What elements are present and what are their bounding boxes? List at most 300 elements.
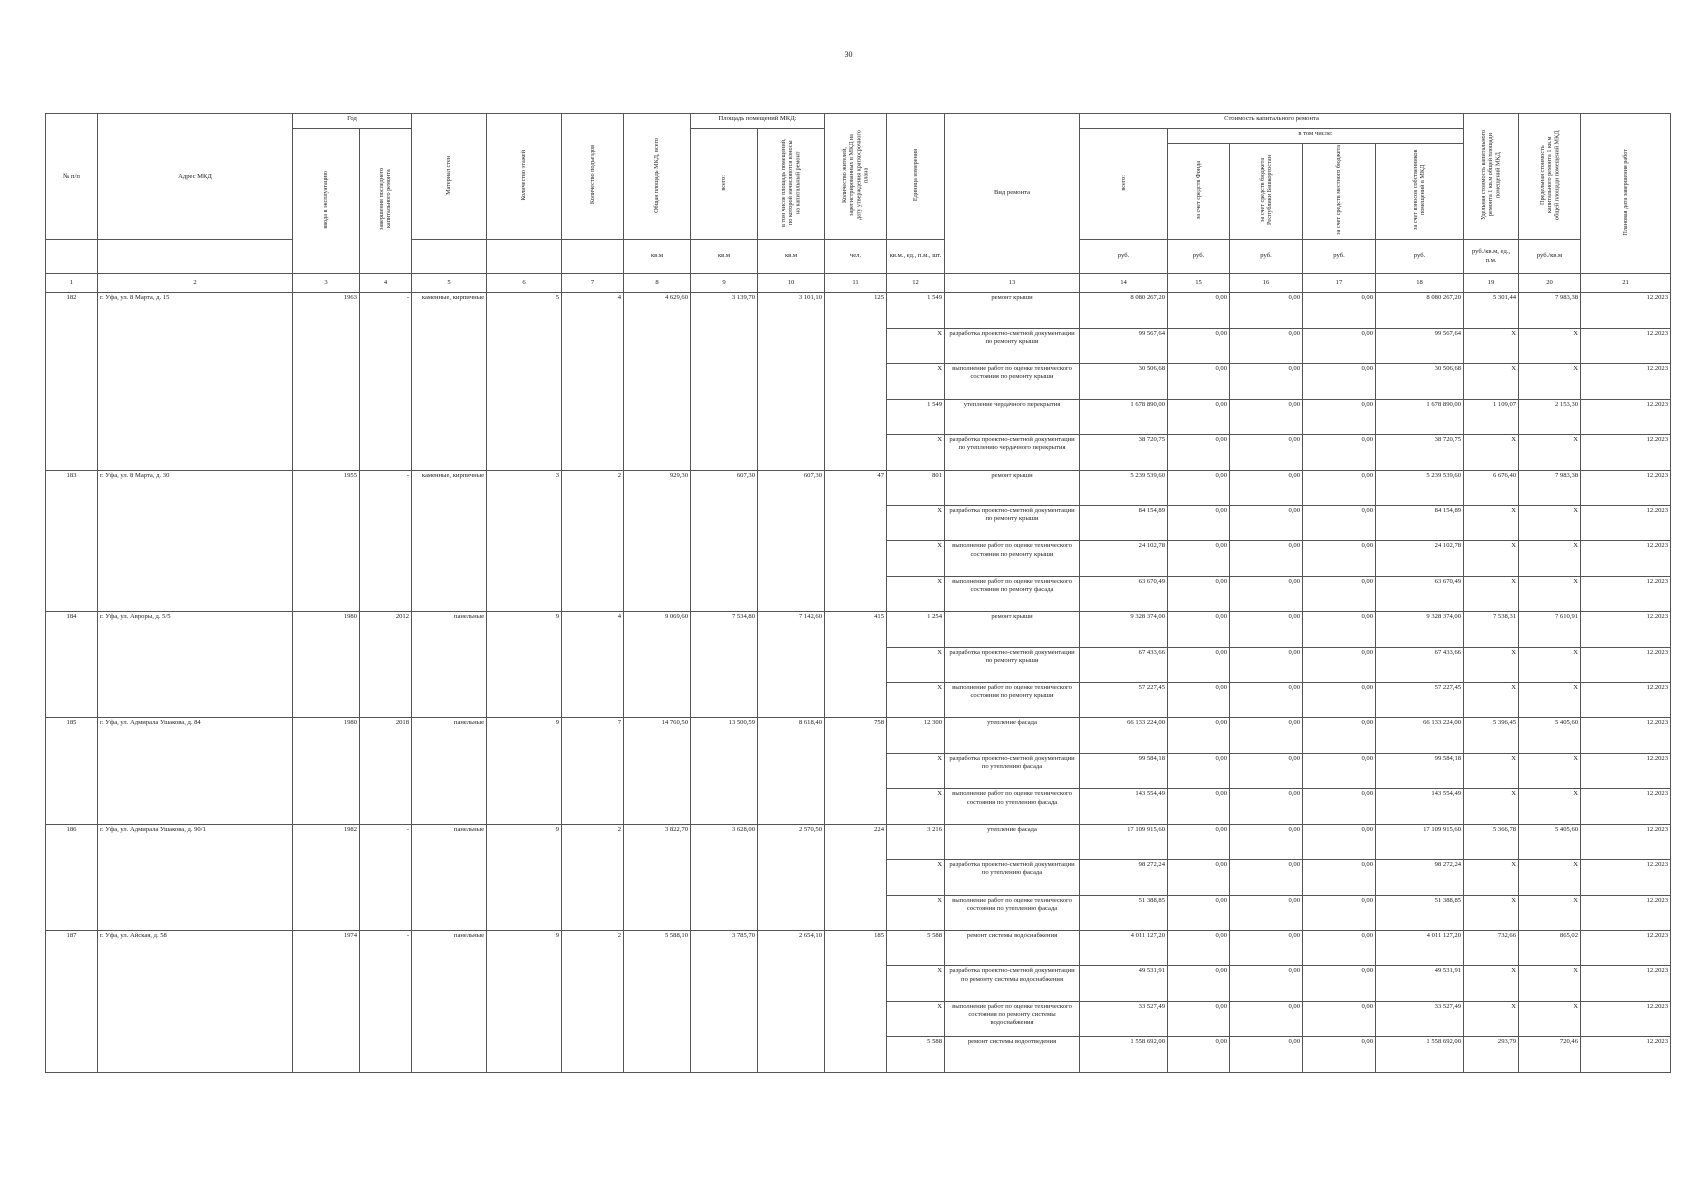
specific-cost: X <box>1464 1001 1519 1036</box>
work-unit: X <box>887 647 945 682</box>
cost-local: 0,00 <box>1303 612 1376 647</box>
cost-fund: 0,00 <box>1168 753 1230 788</box>
max-cost: X <box>1519 541 1581 576</box>
work-unit: 5 588 <box>887 930 945 965</box>
col-number: 5 <box>412 273 487 292</box>
cost-total: 4 011 127,20 <box>1080 930 1168 965</box>
cost-fund: 0,00 <box>1168 683 1230 718</box>
year-last-repair: - <box>360 293 412 470</box>
total-area: 5 588,10 <box>624 930 691 1072</box>
cost-local: 0,00 <box>1303 541 1376 576</box>
planned-date: 12.2023 <box>1581 1037 1671 1073</box>
cost-republic: 0,00 <box>1230 647 1303 682</box>
cost-fund: 0,00 <box>1168 824 1230 859</box>
col-number: 8 <box>624 273 691 292</box>
cost-local: 0,00 <box>1303 753 1376 788</box>
work-type: ремонт крыши <box>945 293 1080 328</box>
work-unit: 1 254 <box>887 612 945 647</box>
cost-republic: 0,00 <box>1230 293 1303 328</box>
header-total-area: Общая площадь МКД, всего <box>624 114 691 240</box>
cost-owners: 30 506,68 <box>1376 364 1464 399</box>
planned-date: 12.2023 <box>1581 1001 1671 1036</box>
cost-republic: 0,00 <box>1230 966 1303 1001</box>
floors-count: 5 <box>487 293 562 470</box>
year-entry: 1980 <box>293 718 360 824</box>
premises-contrib: 2 570,50 <box>758 824 825 930</box>
planned-date: 12.2023 <box>1581 505 1671 540</box>
cost-local: 0,00 <box>1303 860 1376 895</box>
premises-total: 7 534,80 <box>691 612 758 718</box>
cost-owners: 99 567,64 <box>1376 328 1464 363</box>
floors-count: 9 <box>487 718 562 824</box>
cost-owners: 66 133 224,00 <box>1376 718 1464 753</box>
header-planned-date: Плановая дата завершения работ <box>1581 114 1671 274</box>
header-address: Адрес МКД <box>98 114 293 240</box>
work-type: выполнение работ по оценке технического состояния по ремонту крыши <box>945 364 1080 399</box>
header-unit: Единица измерения <box>887 114 945 240</box>
col-number: 11 <box>825 273 887 292</box>
cost-total: 57 227,45 <box>1080 683 1168 718</box>
cost-republic: 0,00 <box>1230 789 1303 824</box>
building-address: г. Уфа, ул. Адмирала Ушакова, д. 90/1 <box>98 824 293 930</box>
building-address: г. Уфа, ул. Адмирала Ушакова, д. 84 <box>98 718 293 824</box>
cost-fund: 0,00 <box>1168 789 1230 824</box>
work-type: разработка проектно-сметной документации по утеплению фасада <box>945 753 1080 788</box>
building-number: 186 <box>46 824 98 930</box>
work-unit: X <box>887 364 945 399</box>
units-blank <box>562 240 624 274</box>
cost-republic: 0,00 <box>1230 1001 1303 1036</box>
header-cost-fund: за счет средств Фонда <box>1168 144 1230 240</box>
max-cost: 7 610,91 <box>1519 612 1581 647</box>
planned-date: 12.2023 <box>1581 718 1671 753</box>
specific-cost: X <box>1464 505 1519 540</box>
work-unit: 1 549 <box>887 293 945 328</box>
entrances-count: 2 <box>562 930 624 1072</box>
cost-fund: 0,00 <box>1168 399 1230 434</box>
entrances-count: 2 <box>562 824 624 930</box>
col-number: 16 <box>1230 273 1303 292</box>
work-unit: X <box>887 505 945 540</box>
residents-count: 224 <box>825 824 887 930</box>
cost-owners: 51 388,85 <box>1376 895 1464 930</box>
col-number: 2 <box>98 273 293 292</box>
residents-count: 758 <box>825 718 887 824</box>
max-cost: 720,46 <box>1519 1037 1581 1073</box>
unit-residents: чел. <box>825 240 887 274</box>
specific-cost: X <box>1464 753 1519 788</box>
cost-republic: 0,00 <box>1230 470 1303 505</box>
work-type: утепление фасада <box>945 824 1080 859</box>
cost-republic: 0,00 <box>1230 328 1303 363</box>
planned-date: 12.2023 <box>1581 966 1671 1001</box>
cost-local: 0,00 <box>1303 895 1376 930</box>
cost-owners: 9 328 374,00 <box>1376 612 1464 647</box>
table-row <box>46 824 1671 859</box>
year-last-repair: 2012 <box>360 612 412 718</box>
cost-total: 1 678 890,00 <box>1080 399 1168 434</box>
cost-total: 1 558 692,00 <box>1080 1037 1168 1073</box>
premises-total: 607,30 <box>691 470 758 612</box>
cost-owners: 57 227,45 <box>1376 683 1464 718</box>
unit-max-cost: руб./кв.м <box>1519 240 1581 274</box>
specific-cost: X <box>1464 541 1519 576</box>
planned-date: 12.2023 <box>1581 753 1671 788</box>
building-address: г. Уфа, ул. Авроры, д. 5/5 <box>98 612 293 718</box>
total-area: 929,30 <box>624 470 691 612</box>
premises-contrib: 2 654,10 <box>758 930 825 1072</box>
year-last-repair: - <box>360 470 412 612</box>
unit-premises-total: кв.м <box>691 240 758 274</box>
cost-total: 9 328 374,00 <box>1080 612 1168 647</box>
table-row <box>46 718 1671 753</box>
planned-date: 12.2023 <box>1581 364 1671 399</box>
planned-date: 12.2023 <box>1581 683 1671 718</box>
col-number: 10 <box>758 273 825 292</box>
specific-cost: 732,66 <box>1464 930 1519 965</box>
max-cost: X <box>1519 789 1581 824</box>
cost-local: 0,00 <box>1303 505 1376 540</box>
premises-total: 3 139,70 <box>691 293 758 470</box>
cost-total: 17 109 915,60 <box>1080 824 1168 859</box>
cost-fund: 0,00 <box>1168 541 1230 576</box>
unit-measure: кв.м., ед., п.м., шт. <box>887 240 945 274</box>
cost-fund: 0,00 <box>1168 470 1230 505</box>
cost-total: 84 154,89 <box>1080 505 1168 540</box>
work-unit: 12 300 <box>887 718 945 753</box>
specific-cost: X <box>1464 435 1519 470</box>
header-floors: Количество этажей <box>487 114 562 240</box>
cost-owners: 49 531,91 <box>1376 966 1464 1001</box>
max-cost: X <box>1519 753 1581 788</box>
cost-fund: 0,00 <box>1168 718 1230 753</box>
header-year-last-repair: завершения последнего капитального ремонта <box>360 129 412 274</box>
wall-material: панельные <box>412 612 487 718</box>
year-entry: 1980 <box>293 612 360 718</box>
cost-owners: 4 011 127,20 <box>1376 930 1464 965</box>
cost-owners: 8 080 267,20 <box>1376 293 1464 328</box>
cost-owners: 33 527,49 <box>1376 1001 1464 1036</box>
header-cost-local: за счет средств местного бюджета <box>1303 144 1376 240</box>
cost-republic: 0,00 <box>1230 541 1303 576</box>
entrances-count: 7 <box>562 718 624 824</box>
unit-specific-cost: руб./кв.м, ед., п.м. <box>1464 240 1519 274</box>
cost-republic: 0,00 <box>1230 753 1303 788</box>
cost-republic: 0,00 <box>1230 435 1303 470</box>
entrances-count: 2 <box>562 470 624 612</box>
cost-owners: 38 720,75 <box>1376 435 1464 470</box>
specific-cost: 5 366,78 <box>1464 824 1519 859</box>
floors-count: 9 <box>487 824 562 930</box>
work-unit: X <box>887 789 945 824</box>
year-last-repair: 2018 <box>360 718 412 824</box>
wall-material: каменные, кирпичные <box>412 293 487 470</box>
cost-owners: 63 670,49 <box>1376 576 1464 611</box>
wall-material: каменные, кирпичные <box>412 470 487 612</box>
cost-local: 0,00 <box>1303 435 1376 470</box>
cost-fund: 0,00 <box>1168 576 1230 611</box>
cost-local: 0,00 <box>1303 399 1376 434</box>
premises-contrib: 7 142,60 <box>758 612 825 718</box>
building-number: 185 <box>46 718 98 824</box>
header-year-group: Год <box>293 114 412 129</box>
work-unit: 801 <box>887 470 945 505</box>
entrances-count: 4 <box>562 293 624 470</box>
work-unit: X <box>887 860 945 895</box>
cost-owners: 143 554,49 <box>1376 789 1464 824</box>
cost-local: 0,00 <box>1303 683 1376 718</box>
residents-count: 125 <box>825 293 887 470</box>
col-number: 15 <box>1168 273 1230 292</box>
max-cost: X <box>1519 860 1581 895</box>
col-number: 20 <box>1519 273 1581 292</box>
header-cost-republic: за счет средств бюджета Республики Башкортостан <box>1230 144 1303 240</box>
specific-cost: X <box>1464 647 1519 682</box>
specific-cost: X <box>1464 328 1519 363</box>
cost-fund: 0,00 <box>1168 930 1230 965</box>
cost-owners: 67 433,66 <box>1376 647 1464 682</box>
work-type: выполнение работ по оценке технического состояния по утеплению фасада <box>945 895 1080 930</box>
year-entry: 1963 <box>293 293 360 470</box>
work-type: ремонт системы водоснабжения <box>945 930 1080 965</box>
cost-total: 67 433,66 <box>1080 647 1168 682</box>
work-type: утепление фасада <box>945 718 1080 753</box>
planned-date: 12.2023 <box>1581 541 1671 576</box>
cost-total: 66 133 224,00 <box>1080 718 1168 753</box>
cost-total: 5 239 539,60 <box>1080 470 1168 505</box>
work-type: выполнение работ по оценке технического состояния по ремонту системы водоснабжения <box>945 1001 1080 1036</box>
work-unit: X <box>887 966 945 1001</box>
cost-fund: 0,00 <box>1168 1037 1230 1073</box>
work-unit: 1 549 <box>887 399 945 434</box>
premises-total: 13 500,59 <box>691 718 758 824</box>
cost-republic: 0,00 <box>1230 399 1303 434</box>
cost-total: 99 584,18 <box>1080 753 1168 788</box>
wall-material: панельные <box>412 824 487 930</box>
planned-date: 12.2023 <box>1581 293 1671 328</box>
col-number: 13 <box>945 273 1080 292</box>
header-cost-group: Стоимость капитального ремонта <box>1080 114 1464 129</box>
cost-owners: 98 272,24 <box>1376 860 1464 895</box>
table-row <box>46 293 1671 328</box>
premises-total: 3 785,70 <box>691 930 758 1072</box>
work-type: утепление чердачного перекрытия <box>945 399 1080 434</box>
residents-count: 47 <box>825 470 887 612</box>
max-cost: X <box>1519 576 1581 611</box>
cost-fund: 0,00 <box>1168 895 1230 930</box>
residents-count: 185 <box>825 930 887 1072</box>
planned-date: 12.2023 <box>1581 328 1671 363</box>
header-cost-total: всего: <box>1080 129 1168 240</box>
specific-cost: 5 396,45 <box>1464 718 1519 753</box>
header-specific-cost: Удельная стоимость капитального ремонта 1 кв.м общей площади помещений МКД <box>1464 114 1519 240</box>
work-unit: X <box>887 328 945 363</box>
cost-republic: 0,00 <box>1230 718 1303 753</box>
total-area: 14 760,50 <box>624 718 691 824</box>
specific-cost: X <box>1464 895 1519 930</box>
cost-fund: 0,00 <box>1168 328 1230 363</box>
specific-cost: X <box>1464 576 1519 611</box>
header-premises-group: Площадь помещений МКД: <box>691 114 825 129</box>
max-cost: X <box>1519 647 1581 682</box>
col-number: 18 <box>1376 273 1464 292</box>
cost-republic: 0,00 <box>1230 612 1303 647</box>
col-number: 3 <box>293 273 360 292</box>
cost-owners: 5 239 539,60 <box>1376 470 1464 505</box>
table-body <box>46 293 1671 1073</box>
work-unit: X <box>887 683 945 718</box>
total-area: 9 069,60 <box>624 612 691 718</box>
cost-local: 0,00 <box>1303 930 1376 965</box>
work-unit: 3 216 <box>887 824 945 859</box>
specific-cost: 1 109,07 <box>1464 399 1519 434</box>
planned-date: 12.2023 <box>1581 895 1671 930</box>
planned-date: 12.2023 <box>1581 576 1671 611</box>
cost-total: 24 102,78 <box>1080 541 1168 576</box>
unit-total-area: кв.м <box>624 240 691 274</box>
max-cost: 5 405,60 <box>1519 824 1581 859</box>
cost-total: 143 554,49 <box>1080 789 1168 824</box>
specific-cost: 293,79 <box>1464 1037 1519 1073</box>
cost-total: 51 388,85 <box>1080 895 1168 930</box>
total-area: 3 822,70 <box>624 824 691 930</box>
unit-cost-owners: руб. <box>1376 240 1464 274</box>
planned-date: 12.2023 <box>1581 612 1671 647</box>
work-unit: X <box>887 541 945 576</box>
building-number: 187 <box>46 930 98 1072</box>
table-header <box>46 114 1671 293</box>
work-type: выполнение работ по оценке технического состояния по ремонту крыши <box>945 683 1080 718</box>
planned-date: 12.2023 <box>1581 399 1671 434</box>
floors-count: 3 <box>487 470 562 612</box>
col-number: 1 <box>46 273 98 292</box>
floors-count: 9 <box>487 930 562 1072</box>
units-blank <box>46 240 98 274</box>
premises-contrib: 8 618,40 <box>758 718 825 824</box>
work-type: разработка проектно-сметной документации по ремонту системы водоснабжения <box>945 966 1080 1001</box>
header-max-cost: Предельная стоимость капитального ремонта 1 кв.м общей площади помещений МКД <box>1519 114 1581 240</box>
cost-republic: 0,00 <box>1230 1037 1303 1073</box>
cost-republic: 0,00 <box>1230 895 1303 930</box>
col-number: 17 <box>1303 273 1376 292</box>
premises-total: 3 628,00 <box>691 824 758 930</box>
specific-cost: X <box>1464 860 1519 895</box>
specific-cost: X <box>1464 966 1519 1001</box>
unit-cost-republic: руб. <box>1230 240 1303 274</box>
max-cost: X <box>1519 683 1581 718</box>
cost-fund: 0,00 <box>1168 966 1230 1001</box>
cost-fund: 0,00 <box>1168 612 1230 647</box>
cost-fund: 0,00 <box>1168 435 1230 470</box>
building-number: 184 <box>46 612 98 718</box>
table-row <box>46 470 1671 505</box>
cost-total: 99 567,64 <box>1080 328 1168 363</box>
specific-cost: 7 538,31 <box>1464 612 1519 647</box>
max-cost: 2 153,30 <box>1519 399 1581 434</box>
work-unit: X <box>887 753 945 788</box>
cost-owners: 24 102,78 <box>1376 541 1464 576</box>
max-cost: 7 983,38 <box>1519 470 1581 505</box>
work-type: ремонт системы водоотведения <box>945 1037 1080 1073</box>
cost-local: 0,00 <box>1303 824 1376 859</box>
header-entrances: Количество подъездов <box>562 114 624 240</box>
year-entry: 1974 <box>293 930 360 1072</box>
unit-premises-contrib: кв.м <box>758 240 825 274</box>
header-repair-type: Вид ремонта <box>945 114 1080 274</box>
col-number: 6 <box>487 273 562 292</box>
year-last-repair: - <box>360 824 412 930</box>
max-cost: X <box>1519 505 1581 540</box>
cost-local: 0,00 <box>1303 1037 1376 1073</box>
cost-local: 0,00 <box>1303 364 1376 399</box>
cost-republic: 0,00 <box>1230 930 1303 965</box>
cost-republic: 0,00 <box>1230 683 1303 718</box>
work-unit: X <box>887 895 945 930</box>
cost-local: 0,00 <box>1303 718 1376 753</box>
header-residents: Количество жителей, зарегистрированных в МКД на дату утверждения краткосрочного плана <box>825 114 887 240</box>
header-premises-contrib: в том числе площадь помещений, по которой начисляются взносы на капитальный ремонт <box>758 129 825 240</box>
col-number: 9 <box>691 273 758 292</box>
planned-date: 12.2023 <box>1581 860 1671 895</box>
work-unit: X <box>887 435 945 470</box>
cost-fund: 0,00 <box>1168 860 1230 895</box>
units-blank <box>487 240 562 274</box>
unit-cost-total: руб. <box>1080 240 1168 274</box>
cost-fund: 0,00 <box>1168 505 1230 540</box>
max-cost: 7 983,38 <box>1519 293 1581 328</box>
column-numbers-row <box>46 273 1671 292</box>
cost-local: 0,00 <box>1303 293 1376 328</box>
cost-local: 0,00 <box>1303 576 1376 611</box>
work-type: выполнение работ по оценке технического состояния по утеплению фасада <box>945 789 1080 824</box>
cost-fund: 0,00 <box>1168 647 1230 682</box>
max-cost: X <box>1519 364 1581 399</box>
max-cost: X <box>1519 328 1581 363</box>
cost-total: 8 080 267,20 <box>1080 293 1168 328</box>
work-type: разработка проектно-сметной документации по утеплению фасада <box>945 860 1080 895</box>
planned-date: 12.2023 <box>1581 647 1671 682</box>
units-blank <box>412 240 487 274</box>
building-address: г. Уфа, ул. 8 Марта, д. 15 <box>98 293 293 470</box>
cost-owners: 1 678 890,00 <box>1376 399 1464 434</box>
cost-total: 49 531,91 <box>1080 966 1168 1001</box>
residents-count: 415 <box>825 612 887 718</box>
building-address: г. Уфа, ул. 8 Марта, д. 30 <box>98 470 293 612</box>
premises-contrib: 3 101,10 <box>758 293 825 470</box>
max-cost: X <box>1519 1001 1581 1036</box>
max-cost: X <box>1519 895 1581 930</box>
planned-date: 12.2023 <box>1581 789 1671 824</box>
building-number: 183 <box>46 470 98 612</box>
cost-total: 63 670,49 <box>1080 576 1168 611</box>
page-number: 30 <box>844 50 853 59</box>
table-row <box>46 930 1671 965</box>
specific-cost: 6 676,40 <box>1464 470 1519 505</box>
work-type: выполнение работ по оценке технического состояния по ремонту крыши <box>945 541 1080 576</box>
header-premises-total: всего: <box>691 129 758 240</box>
planned-date: 12.2023 <box>1581 435 1671 470</box>
work-type: разработка проектно-сметной документации по ремонту крыши <box>945 505 1080 540</box>
year-entry: 1982 <box>293 824 360 930</box>
header-year-entry: ввода в эксплуатацию <box>293 129 360 274</box>
cost-owners: 17 109 915,60 <box>1376 824 1464 859</box>
wall-material: панельные <box>412 930 487 1072</box>
work-unit: X <box>887 1001 945 1036</box>
premises-contrib: 607,30 <box>758 470 825 612</box>
col-number: 14 <box>1080 273 1168 292</box>
col-number: 21 <box>1581 273 1671 292</box>
cost-republic: 0,00 <box>1230 860 1303 895</box>
